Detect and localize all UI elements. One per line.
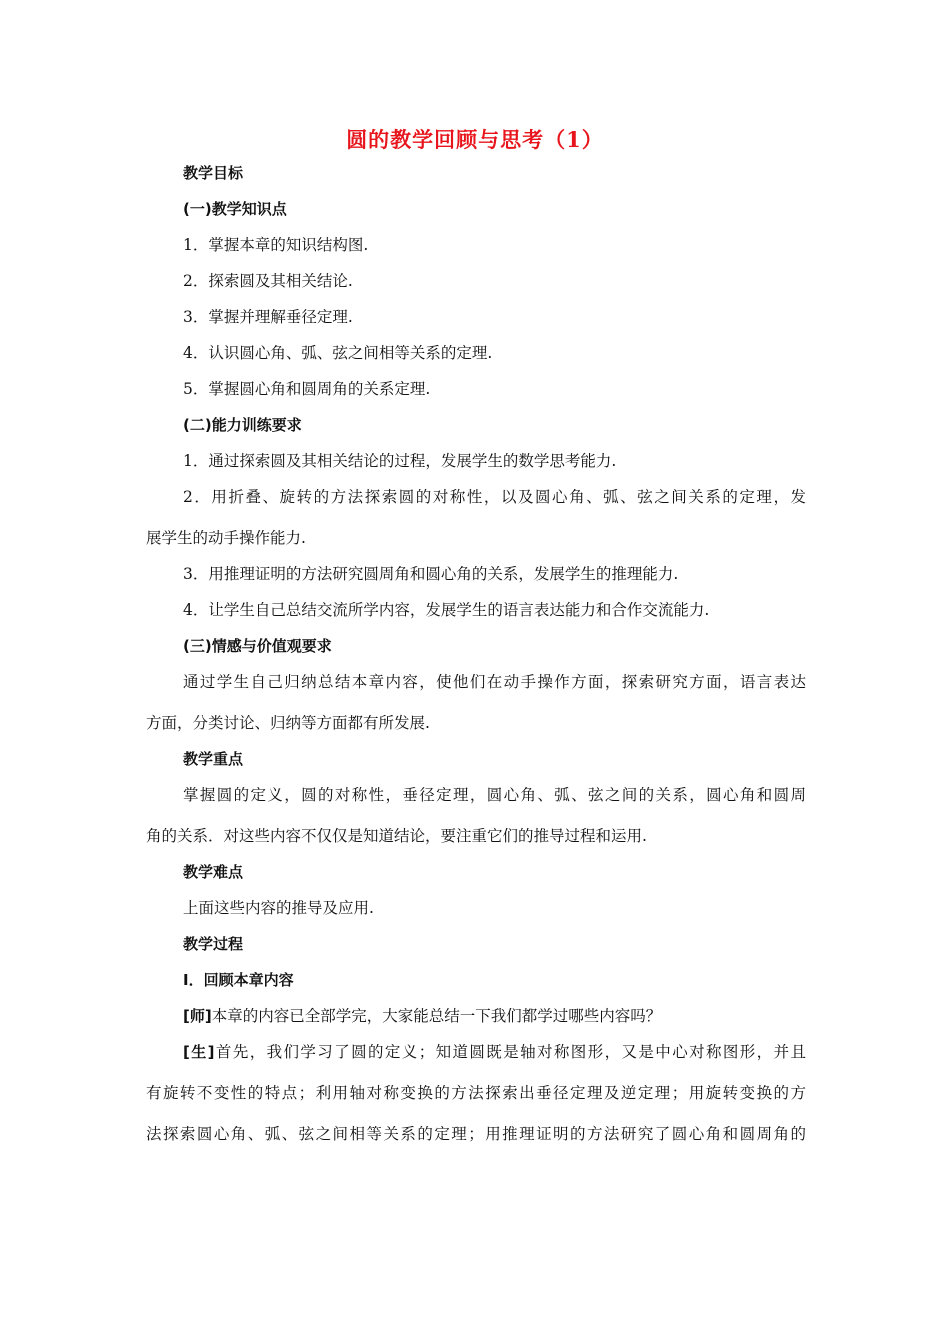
- subheading-emotion-values: (三)情感与价值观要求: [183, 637, 332, 655]
- document-title: 圆的教学回顾与思考（1）: [346, 127, 604, 152]
- dialogue-teacher: [183, 1005, 806, 1027]
- dialogue-text: 本章的内容已全部学完，大家能总结一下我们都学过哪些内容吗？: [211, 1007, 662, 1025]
- list-item: 1．掌握本章的知识结构图.: [183, 236, 369, 254]
- paragraph-line: 法探索圆心角、弧、弦之间相等关系的定理；用推理证明的方法研究了圆心角和圆周角的: [146, 1125, 806, 1143]
- paragraph-line: 上面这些内容的推导及应用.: [183, 899, 374, 917]
- list-item: 2．探索圆及其相关结论.: [183, 272, 353, 290]
- paragraph-line: 方面，分类讨论、归纳等方面都有所发展.: [146, 714, 430, 732]
- speaker-teacher: [师]: [183, 1007, 212, 1025]
- list-item: 1．通过探索圆及其相关结论的过程，发展学生的数学思考能力.: [183, 452, 617, 470]
- subheading-knowledge-points: (一)教学知识点: [183, 200, 287, 218]
- list-item: 4．认识圆心角、弧、弦之间相等关系的定理.: [183, 344, 493, 362]
- list-item: 3．用推理证明的方法研究圆周角和圆心角的关系，发展学生的推理能力.: [183, 565, 679, 583]
- subheading-ability-training: (二)能力训练要求: [183, 416, 302, 434]
- paragraph-line: 掌握圆的定义，圆的对称性，垂径定理，圆心角、弧、弦之间的关系，圆心角和圆周: [183, 786, 806, 804]
- speaker-student: [生]: [183, 1043, 215, 1061]
- list-item: 5．掌握圆心角和圆周角的关系定理.: [183, 380, 431, 398]
- section-heading-review: Ⅰ．回顾本章内容: [183, 971, 294, 989]
- paragraph-line: 通过学生自己归纳总结本章内容，使他们在动手操作方面，探索研究方面，语言表达: [183, 673, 806, 691]
- dialogue-student: [183, 1041, 806, 1063]
- dialogue-text: 首先，我们学习了圆的定义；知道圆既是轴对称图形，又是中心对称图形，并且: [214, 1043, 806, 1061]
- list-item: 3．掌握并理解垂径定理.: [183, 308, 353, 326]
- heading-key-points: 教学重点: [183, 750, 244, 768]
- list-item-continuation: 展学生的动手操作能力.: [146, 529, 306, 547]
- list-item: 2．用折叠、旋转的方法探索圆的对称性，以及圆心角、弧、弦之间关系的定理，发: [183, 488, 806, 506]
- list-item: 4．让学生自己总结交流所学内容，发展学生的语言表达能力和合作交流能力.: [183, 601, 710, 619]
- heading-difficult-points: 教学难点: [183, 863, 244, 881]
- paragraph-line: 角的关系．对这些内容不仅仅是知道结论，要注重它们的推导过程和运用.: [146, 827, 647, 845]
- paragraph-line: 有旋转不变性的特点；利用轴对称变换的方法探索出垂径定理及逆定理；用旋转变换的方: [146, 1084, 806, 1102]
- heading-teaching-goals: 教学目标: [183, 164, 244, 182]
- heading-teaching-process: 教学过程: [183, 935, 244, 953]
